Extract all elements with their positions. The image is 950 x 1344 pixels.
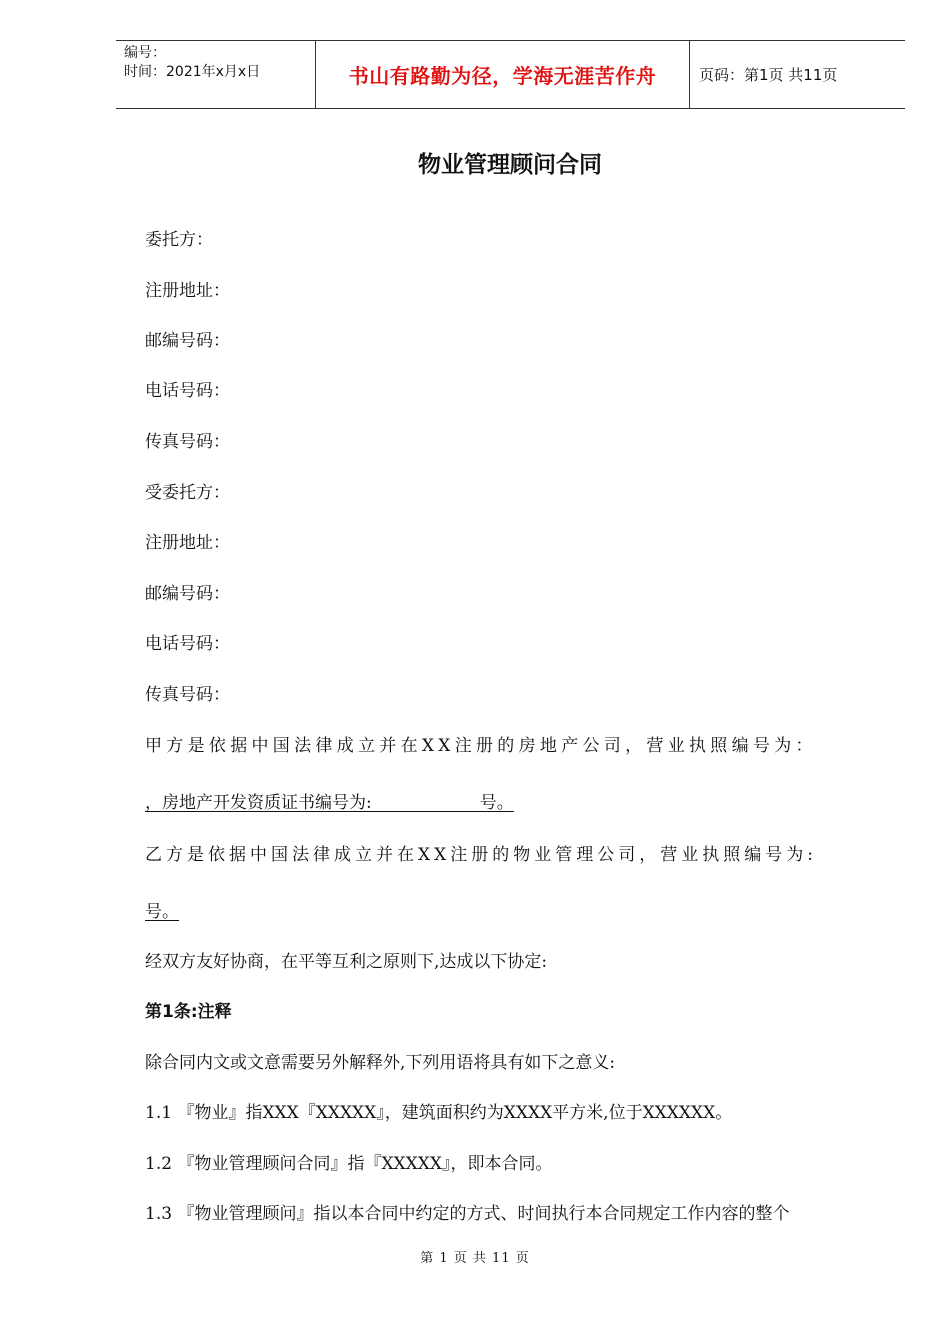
- contractor-fax-label: 传真号码：: [145, 685, 230, 705]
- party-b-statement: 乙方是依据中国法律成立并在XX注册的物业管理公司，营业执照编号为:: [145, 845, 817, 865]
- header-divider: [689, 41, 690, 108]
- serial-number-label: 编号：: [124, 45, 166, 61]
- time-label: 时间：2021年x月x日: [124, 64, 261, 80]
- contractor-address-label: 注册地址：: [145, 533, 230, 553]
- party-b-license-line: 号。: [145, 902, 179, 922]
- header-meta: [116, 41, 315, 108]
- contractor-phone-label: 电话号码：: [145, 634, 230, 654]
- client-postcode-label: 邮编号码：: [145, 331, 230, 351]
- definitions-intro: 除合同内文或文意需要另外解释外,下列用语将具有如下之意义:: [145, 1053, 616, 1073]
- article-1-heading: 第1条:注释: [145, 1002, 232, 1022]
- client-phone-label: 电话号码：: [145, 381, 230, 401]
- header-motto: 书山有路勤为径，学海无涯苦作舟: [348, 64, 657, 88]
- header-page-info: 页码：第1页 共11页: [699, 66, 838, 84]
- client-fax-label: 传真号码：: [145, 432, 230, 452]
- party-a-certificate-line: ，房地产开发资质证书编号为: 号。: [145, 793, 514, 813]
- document-title: 物业管理顾问合同: [418, 152, 602, 178]
- definition-1-1: 1.1 『物业』指XXX『XXXXX』，建筑面积约为XXXX平方米,位于XXXXXX。: [145, 1103, 733, 1123]
- definition-1-3: 1.3 『物业管理顾问』指以本合同中约定的方式、时间执行本合同规定工作内容的整个: [145, 1204, 790, 1224]
- contractor-postcode-label: 邮编号码：: [145, 584, 230, 604]
- contractor-label: 受委托方：: [145, 483, 230, 503]
- definition-1-2: 1.2 『物业管理顾问合同』指『XXXXX』，即本合同。: [145, 1154, 553, 1174]
- page-footer: 第 1 页 共 11 页: [420, 1251, 530, 1266]
- client-address-label: 注册地址：: [145, 281, 230, 301]
- party-a-statement: 甲方是依据中国法律成立并在XX注册的房地产公司，营业执照编号为：: [145, 736, 817, 756]
- page-header: [116, 40, 905, 109]
- agreement-intro: 经双方友好协商，在平等互利之原则下,达成以下协定:: [145, 952, 548, 972]
- client-label: 委托方：: [145, 230, 213, 250]
